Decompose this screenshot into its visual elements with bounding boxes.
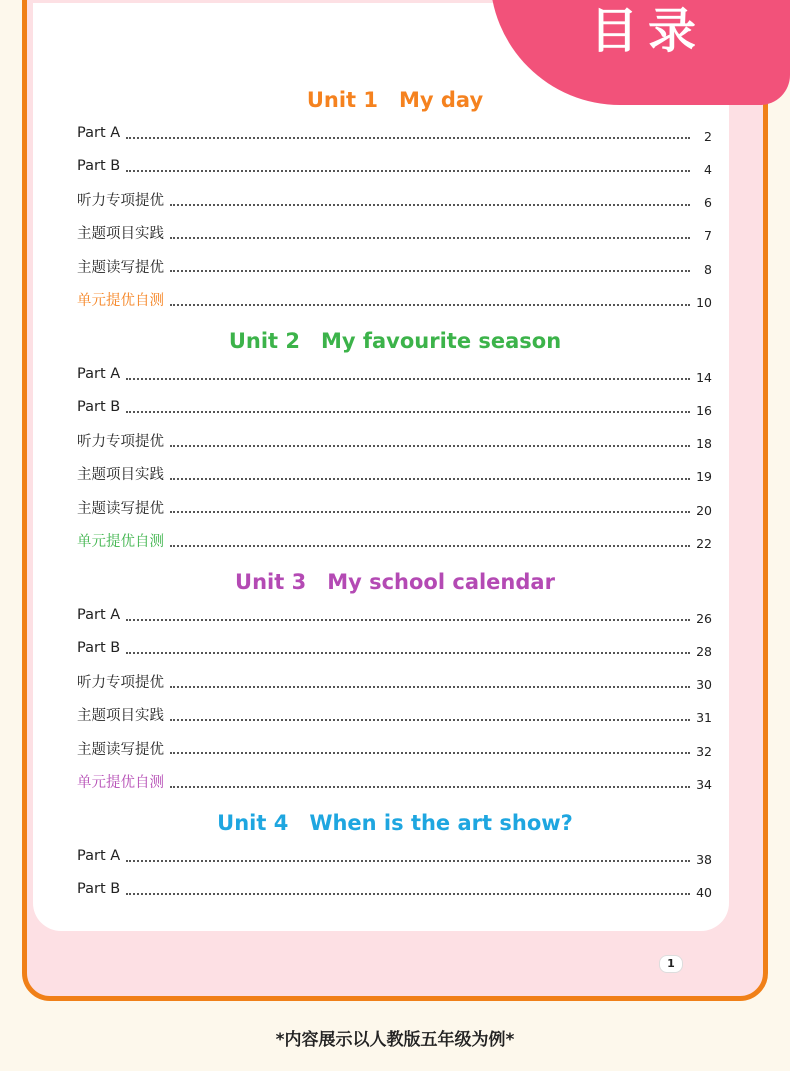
dot-leader: [126, 411, 690, 413]
toc-entry-label: Part B: [77, 158, 121, 175]
toc-entry-page: 28: [696, 643, 712, 659]
dot-leader: [170, 686, 690, 688]
dot-leader: [170, 545, 690, 547]
toc-entry-page: 22: [696, 536, 712, 551]
unit-heading: Unit 1 My day: [306, 88, 484, 112]
toc-entry-label: Part A: [77, 848, 121, 864]
toc-entry-page: 31: [696, 710, 712, 726]
toc-entry-label: 听力专项提优: [77, 675, 164, 692]
toc-entry[interactable]: [77, 846, 712, 866]
dot-leader: [126, 137, 690, 139]
dot-leader: [126, 619, 690, 621]
dot-leader: [170, 752, 690, 754]
dot-leader: [170, 478, 690, 480]
toc-entry-label: Part A: [77, 607, 121, 623]
toc-entry-label: 主题项目实践: [77, 226, 164, 243]
toc-entry-label: Part B: [77, 640, 121, 657]
dot-leader: [126, 893, 690, 895]
toc-entry-label: 主题项目实践: [77, 708, 164, 725]
toc-entry-label: 听力专项提优: [77, 193, 164, 210]
dot-leader: [170, 204, 690, 206]
toc-entry-page: 14: [696, 369, 712, 385]
toc-entry-page: 32: [696, 743, 712, 759]
toc-entry[interactable]: [77, 738, 712, 758]
toc-entry[interactable]: [77, 156, 712, 176]
toc-entry-page: 38: [696, 851, 712, 867]
dot-leader: [170, 786, 690, 788]
toc-entry-label: 单元提优自测: [77, 534, 164, 550]
toc-entry[interactable]: [77, 256, 712, 276]
toc-entry[interactable]: [77, 772, 712, 792]
unit-heading: Unit 3 My school calendar: [235, 570, 555, 594]
toc-entry-page: 16: [696, 402, 712, 418]
toc-entry-label: Part A: [77, 366, 121, 382]
toc-entry[interactable]: [77, 605, 712, 625]
toc-entry[interactable]: [77, 672, 712, 692]
toc-entry[interactable]: [77, 531, 712, 551]
toc-entry[interactable]: [77, 497, 712, 517]
toc-entry-label: Part A: [77, 125, 121, 141]
dot-leader: [170, 445, 690, 447]
toc-entry-page: 2: [704, 128, 712, 144]
toc-entry-page: 19: [696, 469, 712, 485]
toc-entry[interactable]: [77, 123, 712, 143]
dot-leader: [170, 511, 690, 513]
dot-leader: [126, 652, 690, 654]
toc-entry-page: 10: [696, 295, 712, 310]
toc-entry-label: 主题读写提优: [77, 500, 164, 517]
toc-entry-page: 40: [696, 884, 712, 900]
toc-entry-page: 7: [704, 228, 712, 244]
toc-entry[interactable]: [77, 223, 712, 243]
unit-heading: Unit 4 When is the art show?: [217, 811, 573, 835]
toc-entry-label: 主题读写提优: [77, 259, 164, 276]
dot-leader: [170, 304, 690, 306]
toc-entry-label: 主题项目实践: [77, 467, 164, 484]
toc-entry[interactable]: [77, 431, 712, 451]
toc-entry-page: 4: [704, 161, 712, 177]
toc-entry-label: 主题读写提优: [77, 741, 164, 758]
toc-entry[interactable]: [77, 879, 712, 899]
toc-entry-label: Part B: [77, 399, 121, 416]
toc-entry-page: 26: [696, 610, 712, 626]
toc-entry-page: 30: [696, 677, 712, 693]
toc-entry-label: 单元提优自测: [77, 775, 164, 791]
toc-entry-label: Part B: [77, 881, 121, 898]
dot-leader: [170, 237, 690, 239]
toc-entry-page: 20: [696, 502, 712, 518]
dot-leader: [126, 860, 690, 862]
toc-entry-page: 8: [704, 261, 712, 277]
toc-entry[interactable]: [77, 190, 712, 210]
toc-entry[interactable]: [77, 638, 712, 658]
toc-entry-page: 18: [696, 436, 712, 452]
dot-leader: [170, 270, 690, 272]
toc-entry-page: 6: [704, 195, 712, 211]
unit-heading: Unit 2 My favourite season: [228, 329, 562, 353]
toc-entry-label: 单元提优自测: [77, 293, 164, 309]
toc-entry-label: 听力专项提优: [77, 434, 164, 451]
toc-entry[interactable]: [77, 464, 712, 484]
page-title: 目录: [590, 3, 707, 59]
dot-leader: [126, 378, 690, 380]
toc-entry[interactable]: [77, 397, 712, 417]
toc-entry[interactable]: [77, 364, 712, 384]
footnote: *内容展示以人教版五年级为例*: [275, 1030, 515, 1050]
toc-entry[interactable]: [77, 290, 712, 310]
toc-entry[interactable]: [77, 705, 712, 725]
page-number: 1: [659, 955, 683, 973]
dot-leader: [170, 719, 690, 721]
dot-leader: [126, 170, 690, 172]
toc-entry-page: 34: [696, 777, 712, 792]
